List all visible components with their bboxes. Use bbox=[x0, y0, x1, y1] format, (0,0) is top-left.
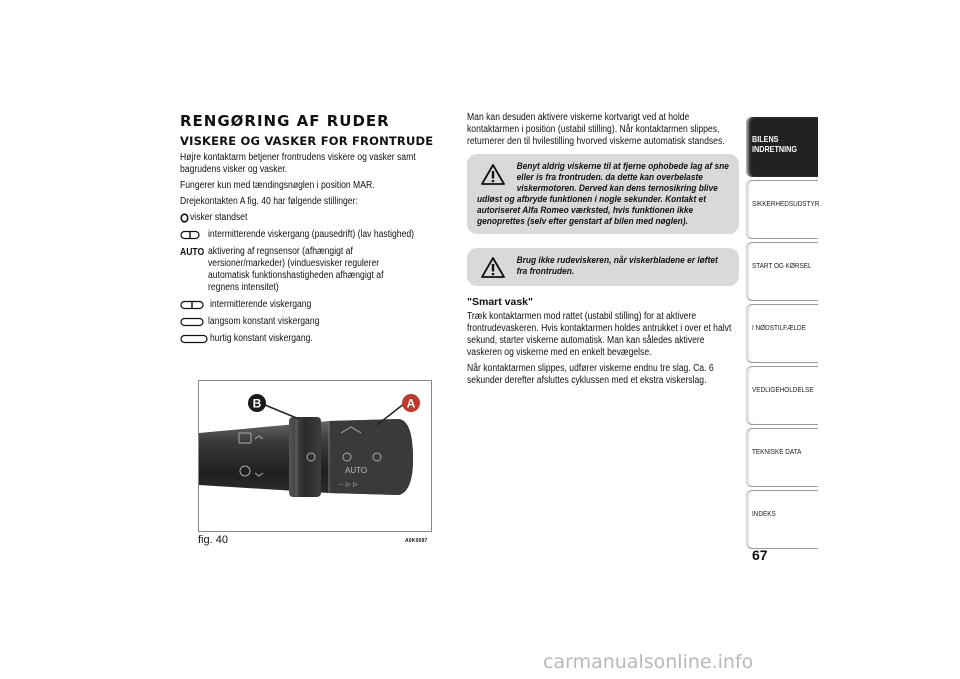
position-off-text: visker standset bbox=[190, 212, 248, 223]
note1-lead: Benyt aldrig viskerne til at fjerne ophobede lag af sne eller is fra frontruden. da dette kan overbelaste viskermotoren. Derved kan dens ternosikring blive bbox=[516, 161, 729, 194]
figure-caption: fig. 40 bbox=[198, 534, 228, 546]
left-column bbox=[180, 112, 448, 350]
position-fast-text: hurtig konstant viskergang. bbox=[210, 333, 313, 344]
wiper-stalk-figure bbox=[198, 380, 432, 532]
tab-start-og-korsel[interactable]: START OG KØRSEL bbox=[746, 242, 818, 301]
warning-note-raised-blades bbox=[467, 248, 739, 286]
position-fast bbox=[180, 333, 448, 345]
fast-icon bbox=[180, 333, 210, 345]
tab-tekniske-data[interactable]: TEKNISKE DATA bbox=[746, 428, 818, 487]
smart-wash-paragraph-1: Træk kontaktarmen mod rattet (ustabil stilling) for at aktivere frontrudevaskeren. Hvis kontaktarmen holdes antrukket i over et halvt sekund, starter viskerne automatisk. Man kan således aktivere vaskeren og viskerne med en enkelt bevægelse. bbox=[467, 311, 732, 358]
note2-text: Brug ikke rudeviskeren, når viskerbladene er løftet fra frontruden. bbox=[516, 255, 718, 277]
section-title: RENGØRING AF RUDER bbox=[180, 112, 390, 130]
watermark: carmanualsonline.info bbox=[543, 651, 754, 673]
position-off bbox=[180, 212, 448, 224]
positions-intro: Drejekontakten A fig. 40 har følgende stillinger: bbox=[180, 196, 358, 207]
off-symbol bbox=[180, 212, 190, 224]
tab-bilens-indretning[interactable]: BILENS INDRETNING bbox=[746, 117, 818, 177]
position-auto-text: aktivering af regnsensor (afhængigt af versioner/markeder) (vinduesvisker regulerer automatisk funktionshastigheden afhængigt af regnens intensitet) bbox=[208, 246, 384, 293]
auto-symbol: AUTO bbox=[180, 246, 205, 258]
page-number: 67 bbox=[752, 547, 768, 563]
slow-icon bbox=[180, 316, 208, 328]
position-auto bbox=[180, 246, 448, 294]
ignition-paragraph: Fungerer kun med tændingsnøglen i position MAR. bbox=[180, 180, 375, 191]
position-interval-low bbox=[180, 229, 448, 241]
figure-label-b: B bbox=[252, 396, 262, 411]
position-interval bbox=[180, 299, 448, 311]
interval-icon bbox=[180, 229, 208, 241]
warning-note-snow bbox=[467, 154, 739, 234]
position-slow-text: langsom konstant viskergang bbox=[208, 316, 320, 327]
figure-label-a: A bbox=[406, 396, 416, 411]
chapter-tabs bbox=[746, 117, 818, 552]
momentary-paragraph: Man kan desuden aktivere viskerne kortvarigt ved at holde kontaktarmen i position (ustabil stilling). Når kontaktarmen slippes, returnerer den til hvilestilling hvorved viskerne automatisk standses. bbox=[467, 112, 725, 147]
svg-text:− ᐅ ᐅ: − ᐅ ᐅ bbox=[339, 482, 358, 489]
tab-indeks[interactable]: INDEKS bbox=[746, 490, 818, 549]
intro-paragraph: Højre kontaktarm betjener frontrudens viskere og vasker samt bagrudens visker og vasker. bbox=[180, 152, 416, 175]
figure-auto-label: AUTO bbox=[345, 466, 368, 475]
tab-i-nodstilfaelde[interactable]: I NØDSTILFÆLDE bbox=[746, 304, 818, 363]
smart-wash-title: "Smart vask" bbox=[467, 296, 533, 308]
position-interval-text: intermitterende viskergang bbox=[210, 299, 312, 310]
note1-rest: udløst og afbryde funktionen i nogle sekunder. Kontakt et autoriseret Alfa Romeo værksted, hvis funktionen ikke genoprettes (selv efter genstart af bilen med nøglen). bbox=[477, 194, 706, 227]
smart-wash-paragraph-2: Når kontaktarmen slippes, udfører viskerne endnu tre slag. Ca. 6 sekunder derefter afsluttes cyklussen med et ekstra viskerslag. bbox=[467, 363, 714, 386]
figure-code: A0K0097 bbox=[405, 538, 428, 544]
right-column bbox=[467, 112, 739, 391]
position-interval-low-text: intermitterende viskergang (pausedrift) (lav hastighed) bbox=[208, 229, 415, 240]
position-slow bbox=[180, 316, 448, 328]
tab-sikkerhedsudstyr[interactable]: SIKKERHEDSUDSTYR bbox=[746, 180, 818, 239]
tab-vedligeholdelse[interactable]: VEDLIGEHOLDELSE bbox=[746, 366, 818, 425]
section-subtitle: VISKERE OG VASKER FOR FRONTRUDE bbox=[180, 134, 434, 148]
interval-icon bbox=[180, 299, 210, 311]
